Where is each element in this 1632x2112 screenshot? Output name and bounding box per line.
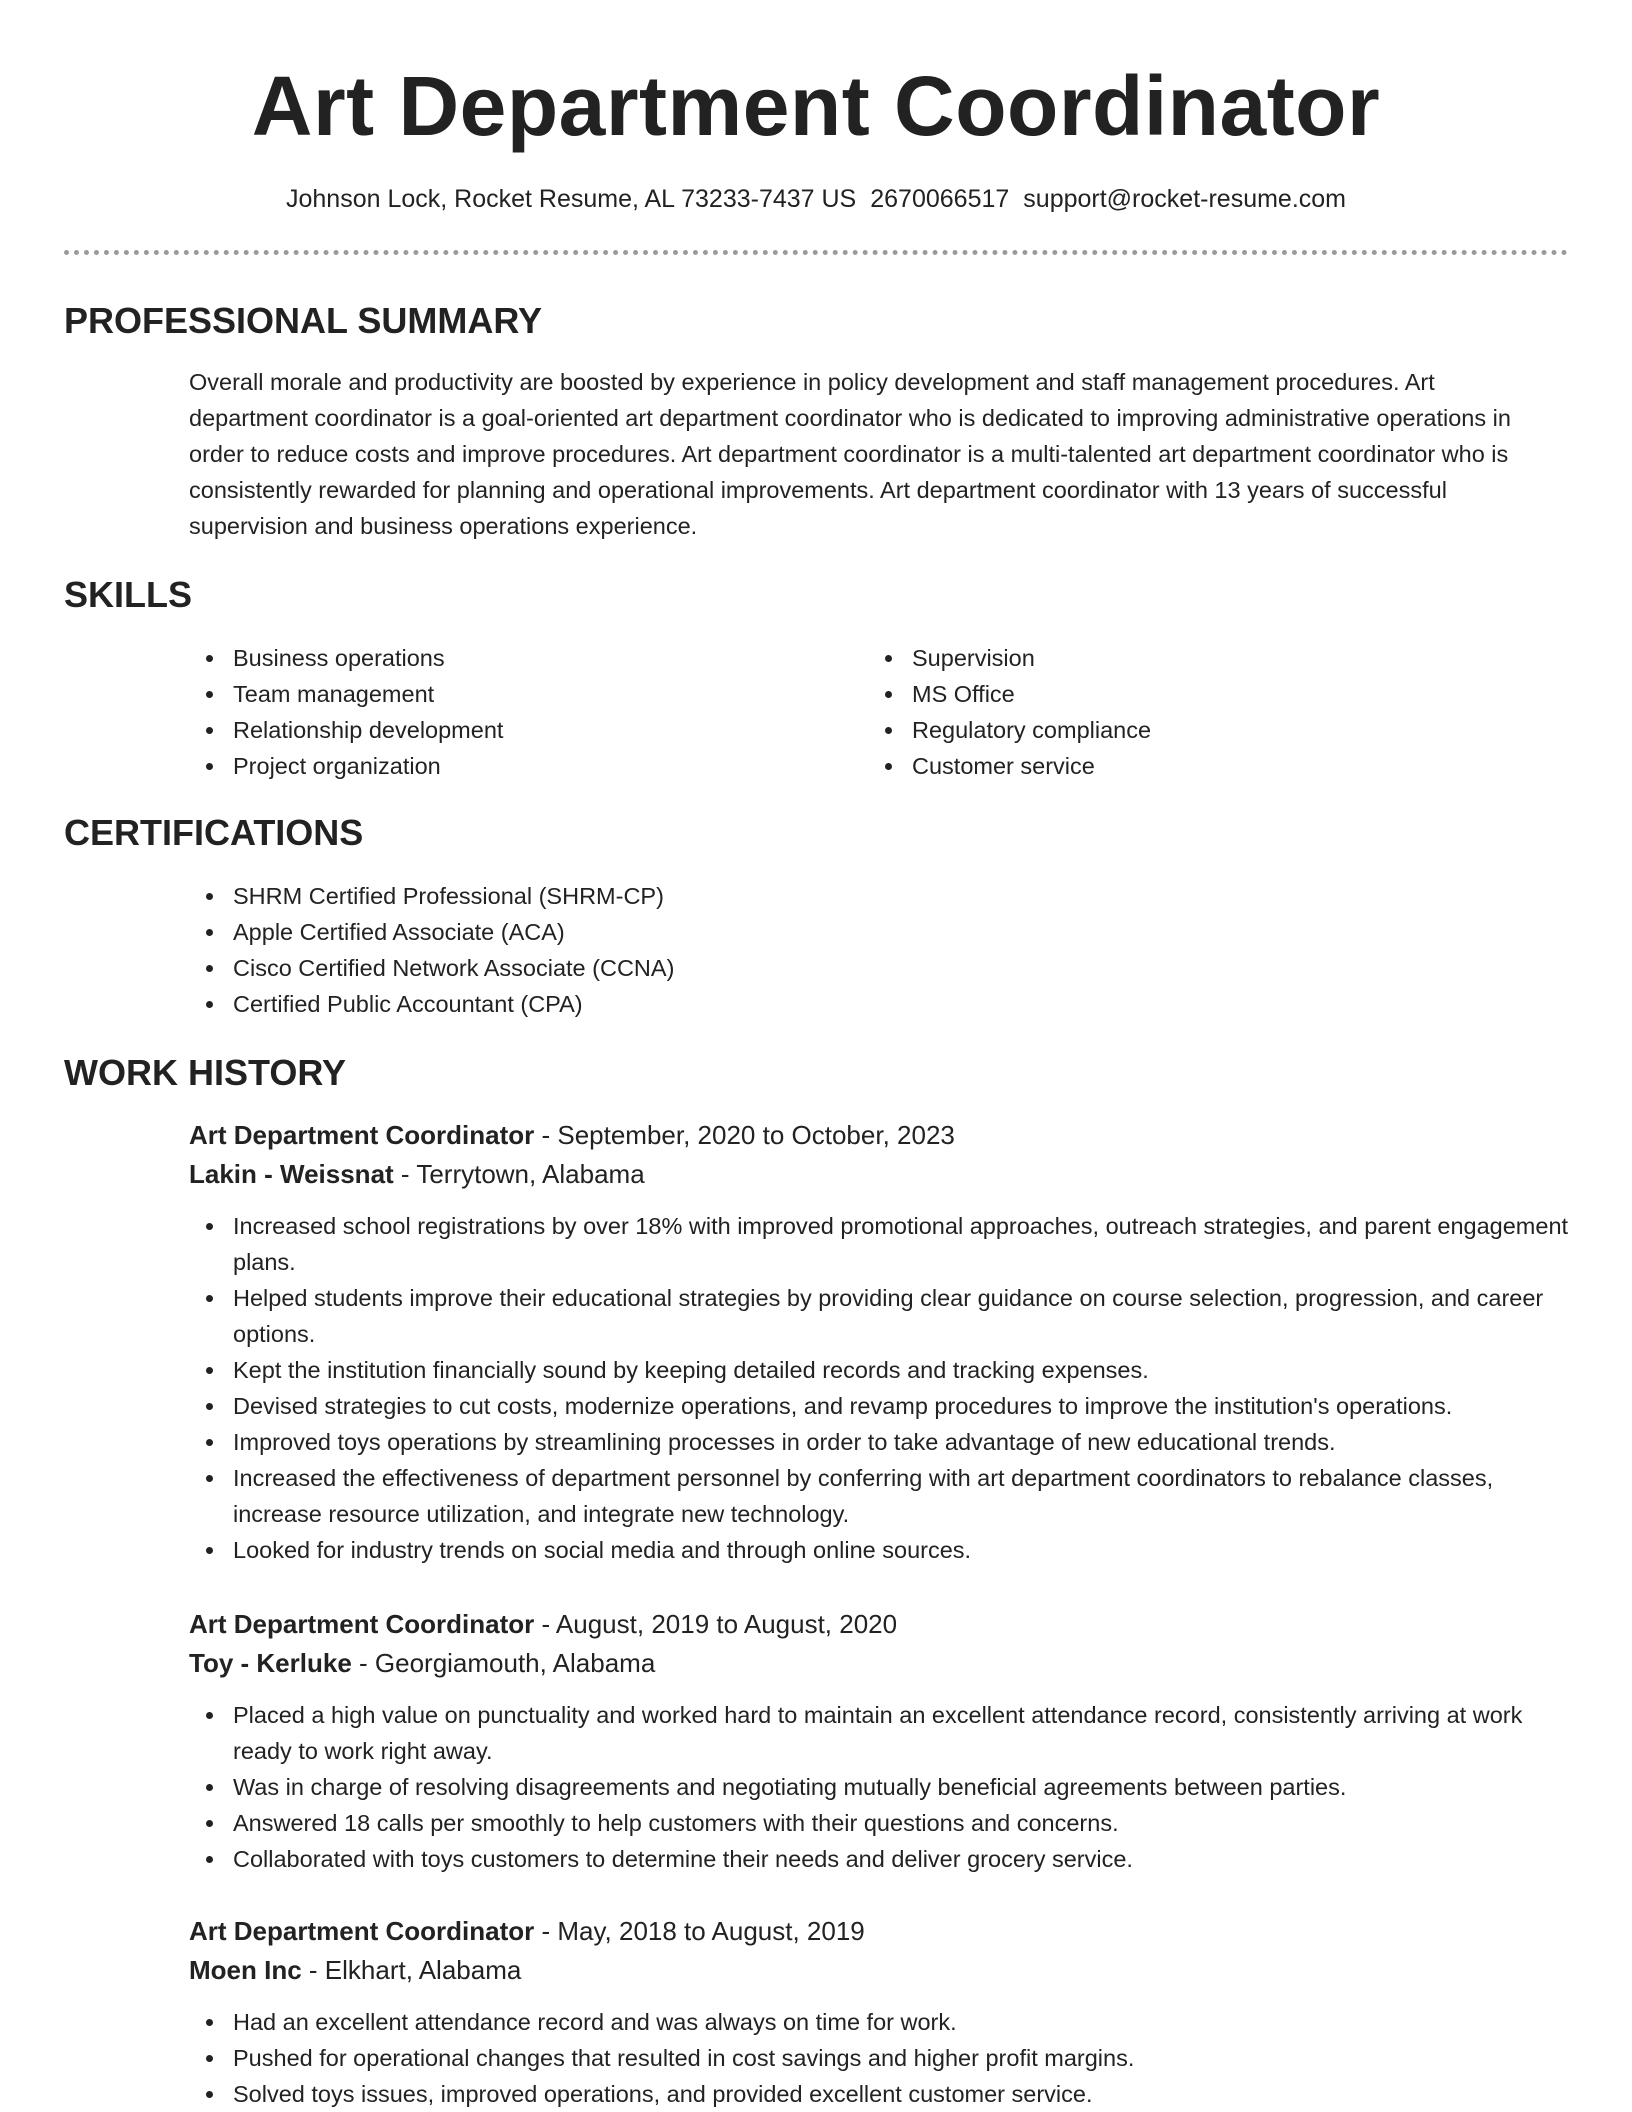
skills-list-left — [189, 640, 503, 784]
job-bullet: Collaborated with toys customers to determine their needs and deliver grocery service. — [189, 1841, 1569, 1877]
job-company-line — [189, 1155, 1569, 1194]
job-bullet: Solved toys issues, improved operations, and provided excellent customer service. — [189, 2076, 1569, 2112]
job-title: Art Department Coordinator — [189, 1120, 535, 1150]
contact-phone: 2670066517 — [870, 185, 1010, 213]
skill-item: Relationship development — [189, 712, 503, 748]
contact-address: Johnson Lock, Rocket Resume, AL 73233-7437 US — [285, 185, 857, 213]
job-bullet: Increased school registrations by over 18% with improved promotional approaches, outreach strategies, and parent engagement plans. — [189, 1208, 1569, 1280]
skill-item: Regulatory compliance — [868, 712, 1151, 748]
job-bullet: Placed a high value on punctuality and worked hard to maintain an excellent attendance record, consistently arriving at work ready to work right away. — [189, 1697, 1569, 1769]
job-bullets — [189, 1697, 1569, 1877]
contact-email[interactable]: support@rocket-resume.com — [1023, 185, 1347, 213]
skill-item: Team management — [189, 676, 503, 712]
job-location: - Elkhart, Alabama — [301, 1955, 522, 1985]
job-dates: - August, 2019 to August, 2020 — [534, 1609, 898, 1639]
skill-item: Project organization — [189, 748, 503, 784]
certification-item: Cisco Certified Network Associate (CCNA) — [189, 950, 674, 986]
job-entry — [189, 1116, 1569, 1568]
job-bullet: Improved toys operations by streamlining processes in order to take advantage of new educational trends. — [189, 1424, 1569, 1460]
job-company-line — [189, 1951, 1569, 1990]
certification-item: Certified Public Accountant (CPA) — [189, 986, 674, 1022]
job-bullet: Had an excellent attendance record and was always on time for work. — [189, 2004, 1569, 2040]
job-company: Lakin - Weissnat — [189, 1159, 394, 1189]
job-dates: - September, 2020 to October, 2023 — [534, 1120, 955, 1150]
job-bullet: Devised strategies to cut costs, modernize operations, and revamp procedures to improve the institution's operations. — [189, 1388, 1569, 1424]
job-entry — [189, 1605, 1569, 1877]
certifications-list — [189, 878, 674, 1022]
skill-item: MS Office — [868, 676, 1151, 712]
skills-heading: SKILLS — [64, 574, 193, 615]
summary-text: Overall morale and productivity are boosted by experience in policy development and staff management procedures. Art department coordinator is a goal-oriented art department coordinator who is dedicated to improving administrative operations in order to reduce costs and improve procedures. Art department coordinator is a multi-talented art department coordinator who is consistently rewarded for planning and operational improvements. Art department coordinator with 13 years of successful supervision and business operations experience. — [189, 369, 1511, 539]
header-divider — [64, 250, 1568, 255]
job-title-line — [189, 1912, 1569, 1951]
skill-item: Business operations — [189, 640, 503, 676]
job-bullet: Increased the effectiveness of department personnel by conferring with art department coordinators to rebalance classes, increase resource utilization, and integrate new technology. — [189, 1460, 1569, 1532]
skill-item: Customer service — [868, 748, 1151, 784]
job-title-line — [189, 1605, 1569, 1644]
work-history-heading: WORK HISTORY — [64, 1052, 347, 1093]
job-company: Toy - Kerluke — [189, 1648, 352, 1678]
resume-title: Art Department Coordinator — [251, 59, 1381, 153]
job-dates: - May, 2018 to August, 2019 — [534, 1916, 865, 1946]
job-company: Moen Inc — [189, 1955, 302, 1985]
job-bullet: Answered 18 calls per smoothly to help customers with their questions and concerns. — [189, 1805, 1569, 1841]
job-bullet: Helped students improve their educational strategies by providing clear guidance on course selection, progression, and career options. — [189, 1280, 1569, 1352]
job-bullet: Was in charge of resolving disagreements and negotiating mutually beneficial agreements between parties. — [189, 1769, 1569, 1805]
job-title: Art Department Coordinator — [189, 1916, 535, 1946]
job-bullets — [189, 2004, 1569, 2112]
job-bullets — [189, 1208, 1569, 1568]
job-bullet: Looked for industry trends on social media and through online sources. — [189, 1532, 1569, 1568]
certifications-heading: CERTIFICATIONS — [64, 812, 364, 853]
skills-list-right — [868, 640, 1151, 784]
job-location: - Georgiamouth, Alabama — [351, 1648, 656, 1678]
summary-heading: PROFESSIONAL SUMMARY — [64, 300, 543, 341]
job-bullet: Kept the institution financially sound by keeping detailed records and tracking expenses. — [189, 1352, 1569, 1388]
skill-item: Supervision — [868, 640, 1151, 676]
job-location: - Terrytown, Alabama — [393, 1159, 645, 1189]
job-company-line — [189, 1644, 1569, 1683]
certification-item: SHRM Certified Professional (SHRM-CP) — [189, 878, 674, 914]
job-bullet: Pushed for operational changes that resulted in cost savings and higher profit margins. — [189, 2040, 1569, 2076]
certification-item: Apple Certified Associate (ACA) — [189, 914, 674, 950]
job-title-line — [189, 1116, 1569, 1155]
job-title: Art Department Coordinator — [189, 1609, 535, 1639]
contact-line — [0, 182, 1632, 216]
job-entry — [189, 1912, 1569, 2112]
